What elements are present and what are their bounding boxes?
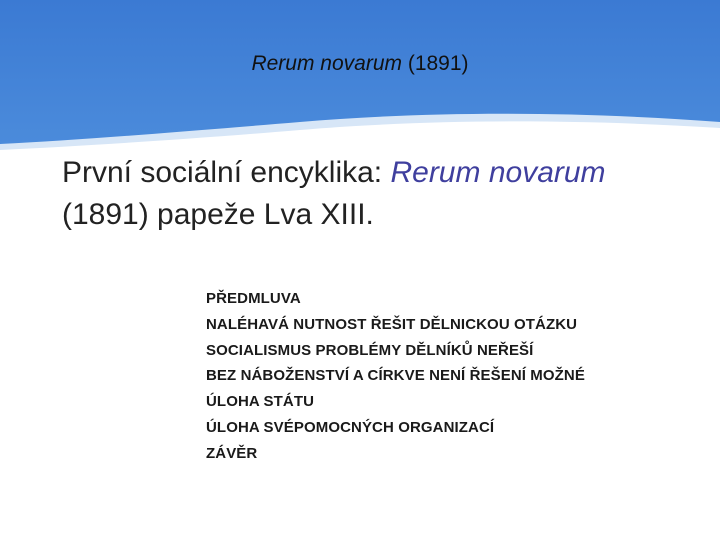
list-item: ÚLOHA STÁTU [206, 393, 315, 411]
header-banner [0, 0, 720, 160]
slide-title [0, 52, 720, 76]
slide-title-year: (1891) [402, 52, 469, 75]
main-heading [62, 152, 702, 236]
list-item: PŘEDMLUVA [206, 290, 301, 307]
heading-accent: Rerum novarum [390, 156, 606, 189]
heading-prefix: První sociální encyklika: [62, 156, 391, 189]
slide-title-italic: Rerum novarum [251, 52, 402, 75]
encyclical-contents-list [206, 286, 585, 467]
list-item: ZÁVĚR [206, 444, 258, 462]
wave-banner-graphic [0, 0, 720, 160]
list-item: ÚLOHA SVÉPOMOCNÝCH ORGANIZACÍ [206, 418, 495, 436]
list-item: BEZ NÁBOŽENSTVÍ A CÍRKVE NENÍ ŘEŠENÍ MOŽNÉ [206, 367, 585, 385]
list-item: NALÉHAVÁ NUTNOST ŘEŠIT DĚLNICKOU OTÁZKU [206, 315, 578, 333]
list-item: SOCIALISMUS PROBLÉMY DĚLNÍKŮ NEŘEŠÍ [206, 341, 534, 359]
heading-line-2: (1891) papeže Lva XIII. [62, 198, 374, 231]
